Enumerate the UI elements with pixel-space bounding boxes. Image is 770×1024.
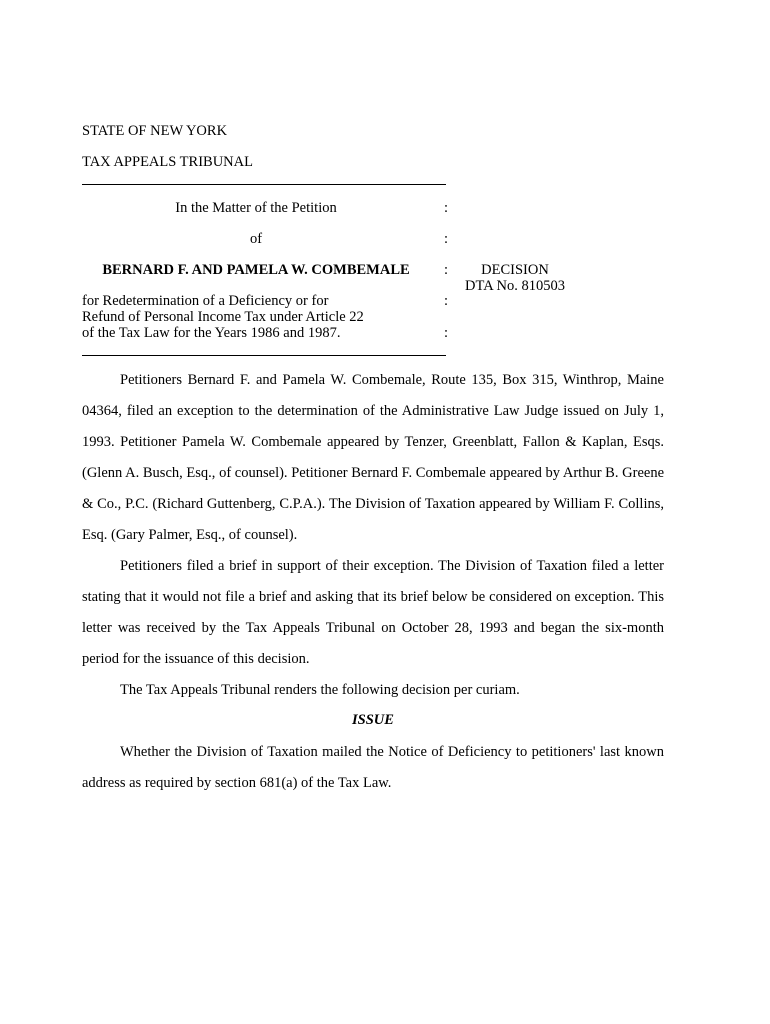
caption-top-rule [82,184,446,185]
state-heading: STATE OF NEW YORK [82,123,228,139]
caption-colon-4: : [444,293,449,309]
caption-bottom-rule [82,355,446,356]
caption-purpose-line-1: for Redetermination of a Deficiency or for [82,293,329,309]
paragraph-brief: Petitioners filed a brief in support of their exception. The Division of Taxation filed a letter stating that it would not file a brief and asking that its brief below be considered on exception. This letter was received by the Tax Appeals Tribunal on October 28, 1993 and began the six-month period for the issuance of this decision. [82,558,664,667]
caption-colon-3: : [444,262,449,278]
paragraph-issue: Whether the Division of Taxation mailed the Notice of Deficiency to petitioners' last known address as required by section 681(a) of the Tax Law. [82,744,664,791]
caption-petitioners: BERNARD F. AND PAMELA W. COMBEMALE [102,262,410,278]
caption-matter: In the Matter of the Petition [175,200,337,216]
caption-colon-2: : [444,231,449,247]
paragraph-per-curiam: The Tax Appeals Tribunal renders the following decision per curiam. [120,682,520,698]
caption-colon-5: : [444,325,449,341]
caption-colon-1: : [444,200,449,216]
caption-of: of [249,231,263,247]
caption-purpose-line-3: of the Tax Law for the Years 1986 and 1987. [82,325,341,341]
caption-purpose-line-2: Refund of Personal Income Tax under Article 22 [82,309,364,325]
issue-heading: ISSUE [352,712,394,728]
dta-number: DTA No. 810503 [465,278,565,294]
decision-label: DECISION [481,262,549,278]
tribunal-heading: TAX APPEALS TRIBUNAL [82,154,253,170]
paragraph-appearances: Petitioners Bernard F. and Pamela W. Combemale, Route 135, Box 315, Winthrop, Maine 04364, filed an exception to the determination of the Administrative Law Judge issued on July 1, 1993. Petitioner Pamela W. Combemale appeared by Tenzer, Greenblatt, Fallon & Kaplan, Esqs. (Glenn A. Busch, Esq., of counsel). Petitioner Bernard F. Combemale appeared by Arthur B. Greene & Co., P.C. (Richard Guttenberg, C.P.A.). The Division of Taxation appeared by William F. Collins, Esq. (Gary Palmer, Esq., of counsel). [82,372,664,543]
